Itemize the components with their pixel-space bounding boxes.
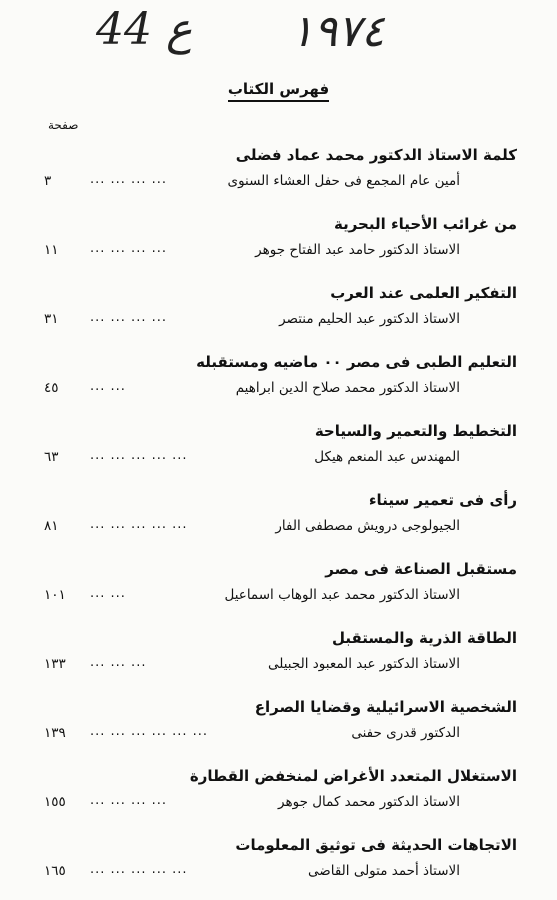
toc-entry [0, 759, 557, 828]
toc-entry-title: الاتجاهات الحديثة فى توثيق المعلومات [235, 836, 517, 854]
toc-entry [0, 345, 557, 414]
toc-entry-author: الاستاذ الدكتور عبد المعبود الجبيلى [268, 656, 460, 672]
toc-leader-dots: ... ... ... ... ... [90, 448, 188, 463]
handwritten-year: ١٩٧٤ [290, 6, 385, 57]
handwritten-annotation [0, 4, 557, 64]
toc-entry-title: الطاقة الذرية والمستقبل [331, 629, 517, 647]
page-title [0, 80, 557, 98]
handwritten-ref-number: 44 ع [96, 4, 193, 55]
toc-entry-author: الدكتور قدرى حفنى [351, 725, 460, 741]
toc-entry-page-number: ١٠١ [44, 587, 66, 603]
toc-leader-dots: ... ... ... ... [90, 310, 167, 325]
toc-entry-author: الاستاذ أحمد متولى القاضى [308, 863, 460, 879]
toc-leader-dots: ... ... ... ... ... ... [90, 724, 209, 739]
toc-entry-title: الشخصية الاسرائيلية وقضايا الصراع [254, 698, 517, 716]
toc-entry-title: التخطيط والتعمير والسياحة [314, 422, 517, 440]
toc-entry-author: المهندس عبد المنعم هيكل [314, 449, 460, 465]
toc-entry-title: الاستغلال المتعدد الأغراض لمنخفض القطارة [189, 767, 517, 785]
toc-entry-page-number: ٣١ [44, 311, 59, 327]
toc-entry-title: التعليم الطبى فى مصر ٠٠ ماضيه ومستقبله [196, 353, 517, 371]
toc-entry-author: الاستاذ الدكتور محمد صلاح الدين ابراهيم [235, 380, 460, 396]
toc-entry [0, 483, 557, 552]
toc-leader-dots: ... ... [90, 586, 126, 601]
toc-leader-dots: ... ... ... ... [90, 172, 167, 187]
toc-leader-dots: ... ... ... [90, 655, 147, 670]
toc-entry [0, 690, 557, 759]
toc-entry [0, 207, 557, 276]
toc-entry-page-number: ١٣٣ [44, 656, 66, 672]
toc-leader-dots: ... ... ... ... ... [90, 862, 188, 877]
toc-entry-page-number: ٦٣ [44, 449, 59, 465]
toc-entry [0, 276, 557, 345]
toc-entry-page-number: ٤٥ [44, 380, 59, 396]
toc-entry-title: التفكير العلمى عند العرب [330, 284, 517, 302]
page-column-label: صفحة [48, 118, 79, 132]
toc-entry-page-number: ١٥٥ [44, 794, 66, 810]
toc-entry-author: أمين عام المجمع فى حفل العشاء السنوى [227, 173, 460, 189]
toc-leader-dots: ... ... ... ... [90, 793, 167, 808]
toc-entry [0, 828, 557, 897]
toc-entry-page-number: ٣ [44, 173, 52, 189]
toc-leader-dots: ... ... [90, 379, 126, 394]
toc-entry [0, 138, 557, 207]
toc-entry [0, 414, 557, 483]
toc-entry-page-number: ١١ [44, 242, 59, 258]
toc-entry-title: رأى فى تعمير سيناء [368, 491, 517, 509]
toc-entry [0, 552, 557, 621]
toc-entry-page-number: ٨١ [44, 518, 59, 534]
toc-leader-dots: ... ... ... ... ... [90, 517, 188, 532]
toc-entry-author: الاستاذ الدكتور محمد كمال جوهر [278, 794, 460, 810]
toc-entry-page-number: ١٦٥ [44, 863, 66, 879]
toc-entry-author: الاستاذ الدكتور حامد عبد الفتاح جوهر [255, 242, 460, 258]
toc-entry-title: كلمة الاستاذ الدكتور محمد عماد فضلى [235, 146, 517, 164]
toc-entry-title: مستقبل الصناعة فى مصر [325, 560, 517, 578]
toc-entry-author: الاستاذ الدكتور عبد الحليم منتصر [279, 311, 460, 327]
toc-entry-title: من غرائب الأحياء البحرية [334, 215, 517, 233]
toc-leader-dots: ... ... ... ... [90, 241, 167, 256]
toc-entry-page-number: ١٣٩ [44, 725, 66, 741]
toc-entry [0, 621, 557, 690]
page-title-text: فهرس الكتاب [228, 80, 329, 102]
toc-entry-author: الاستاذ الدكتور محمد عبد الوهاب اسماعيل [224, 587, 460, 603]
toc-entry-author: الجيولوجى درويش مصطفى الفار [275, 518, 460, 534]
table-of-contents [0, 138, 557, 897]
